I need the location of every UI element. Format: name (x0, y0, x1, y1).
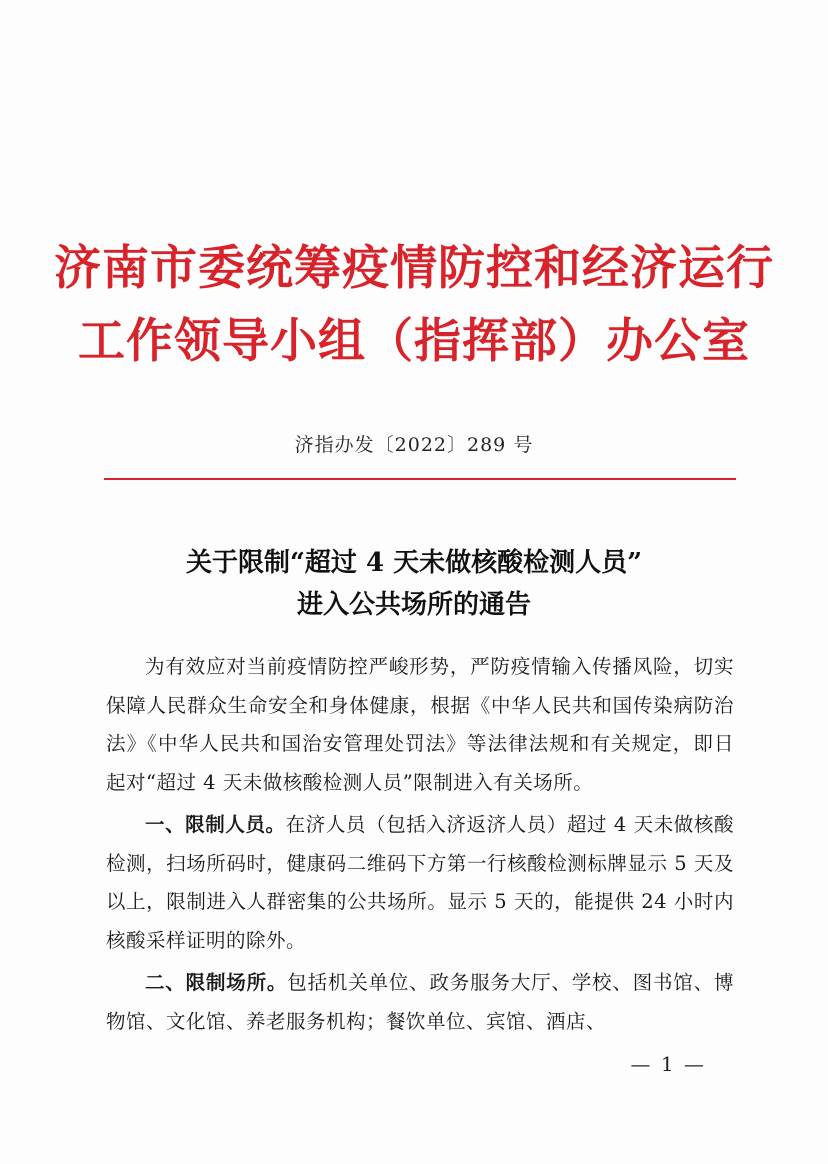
section-2-text: 包括机关单位、政务服务大厅、学校、图书馆、博物馆、文化馆、养老服务机构；餐饮单位、宾馆、酒店、 (106, 971, 734, 1033)
notice-title-line-1: 关于限制“超过 4 天未做核酸检测人员” (185, 548, 643, 578)
section-2-heading: 二、限制场所。 (145, 971, 288, 994)
issuer-title-line-1: 济南市委统筹疫情防控和经济运行 (54, 241, 774, 296)
intro-paragraph: 为有效应对当前疫情防控严峻形势，严防疫情输入传播风险，切实保障人民群众生命安全和身体健康，根据《中华人民共和国传染病防治法》《中华人民共和国治安管理处罚法》等法律法规和有关规定，即日起对“超过 4 天未做核酸检测人员”限制进入有关场所。 (106, 655, 734, 794)
red-divider-line (104, 478, 736, 480)
issuer-title-line-2: 工作领导小组（指挥部）办公室 (78, 314, 750, 369)
document-number: 济指办发〔2022〕289 号 (294, 434, 534, 456)
section-2-paragraph (106, 964, 734, 1041)
section-1-text: 在济人员（包括入济返济人员）超过 4 天未做核酸检测，扫场所码时，健康码二维码下方第一行核酸检测标牌显示 5 天及以上，限制进入人群密集的公共场所。显示 5 天的，能提供 24 小时内核酸采样证明的除外。 (106, 813, 734, 952)
page-number: — 1 — (630, 1052, 706, 1076)
notice-title-line-2: 进入公共场所的通告 (296, 590, 531, 620)
notice-body (106, 648, 734, 1041)
section-1-paragraph (106, 806, 734, 960)
section-1-heading: 一、限制人员。 (145, 813, 286, 836)
